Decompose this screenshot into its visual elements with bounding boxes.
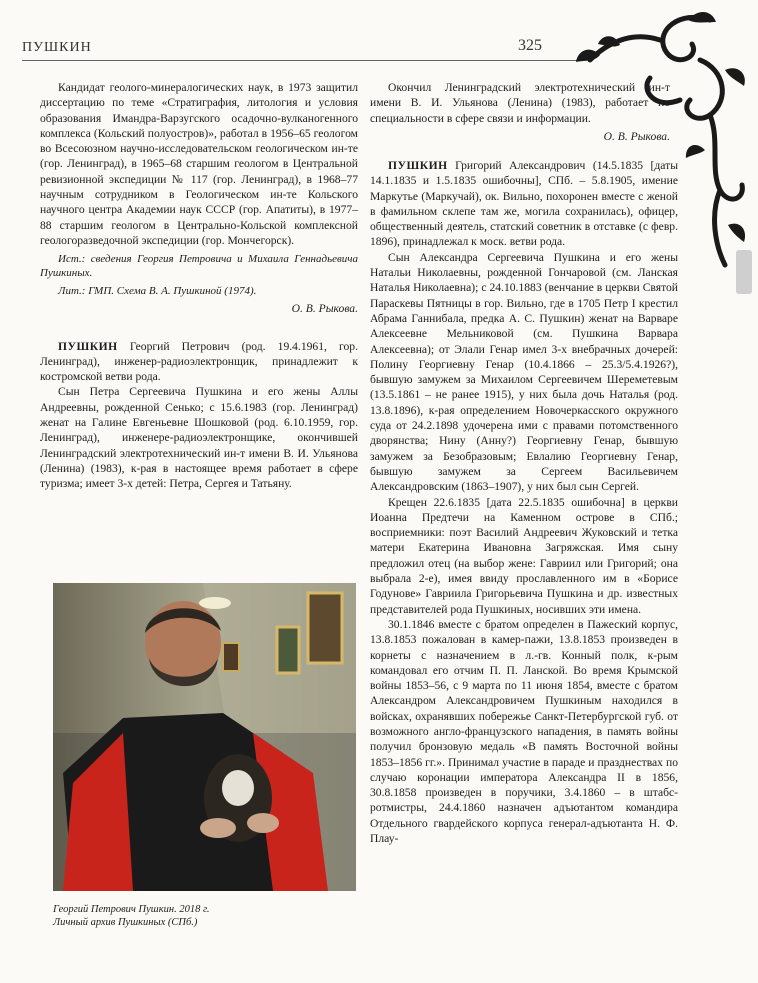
entry3-paragraph-baptism: Крещен 22.6.1835 [дата 22.5.1835 ошибочна] в церкви Иоанна Предтечи на Каменном острове в СПб.; восприемники: поэт Василий Андреевич Жуковский и тетка матери Екатерина Ивановна Загряжская. Имя сыну предложил отец (на выбор жене: Гавриил или Григорий; она выбрала 2-е), имея ввиду прославленного им в «Борисе Годунове» Гавриила Григорьевича Пушкина и др. известных представителей рода Пушкиных, носивших эти имена. xyxy=(370,495,678,616)
entry3-paragraph-service: 30.1.1846 вместе с братом определен в Пажеский корпус, 13.8.1853 пожалован в камер-пажи, 13.8.1853 произведен в корнеты с назначением в л.-гв. Конный полк, к-рым командовал его отчим П. П. Ланской. Во время Крымской войны 1853–56, с 9 марта по 11 июня 1854, вместе с братом Александром Александровичем Пушкиным находился в войсках, охранявших побережье Санкт-Петербургской губ. от возможного англо-французского нападения, в память войны получил бронзовую медаль «В память Восточной войны 1853–1856 гг.». Принимал участие в параде и празднествах по случаю коронации императора Александра II в 1856, 30.8.1858 произведен в поручики, 3.4.1860 – в штабс-ротмистры, 24.4.1860 назначен адъютантом командира Отдельного гвардейского корпуса генерал-адъютанта Н. Ф. Плау- xyxy=(370,617,678,846)
entry1-signature: О. В. Рыкова. xyxy=(291,302,358,316)
running-head: ПУШКИН xyxy=(22,40,92,55)
entry2-name: ПУШКИН xyxy=(58,339,118,353)
left-column xyxy=(40,80,358,492)
photo-caption-line1: Георгий Петрович Пушкин. 2018 г. xyxy=(53,904,210,915)
portrait-photo-image xyxy=(53,583,356,891)
right-column-top xyxy=(370,80,670,146)
entry3-heading xyxy=(370,158,678,250)
entry2-body: Сын Петра Сергеевича Пушкина и его жены Аллы Андреевны, рожденной Сенько; с 15.6.1983 (гор. Ленинград) женат на Галине Евгеньевне Шошковой (род. 6.10.1959, гор. Ленинград), инженере-радиоэлектронщике, окончившей Ленинградский электротехнический ин-т имени В. И. Ульянова (Ленина) (1983), к-рая в настоящее время работает в сфере туризма; имеет 3-х детей: Петра, Сергея и Татьяну. xyxy=(40,385,358,491)
portrait-photo xyxy=(53,583,356,891)
header-rule xyxy=(22,60,582,61)
entry2-heading xyxy=(40,339,358,385)
entry1-continuation: Кандидат геолого-минералогических наук, в 1973 защитил диссертацию по теме «Стратиграфия, литология и условия образования Имандра-Варзугского осадочно-вулканогенного комплекса (Кольский полуостров)», работал в 1956–65 геологом во Всесоюзном научно-исследовательском геологическом ин-те (гор. Ленинград), в 1965–68 старшим геологом в Центральной ревизионной экспедиции № 117 (гор. Ленинград), в 1968–77 научным сотрудником в Геологическом ин-те Кольского научного центра Академии наук СССР (гор. Апатиты), в 1977–88 старшим геологом в Центрально-Кольской комплексной геологоразведочной экспедиции (гор. Мончегорск). xyxy=(40,81,358,247)
right-column xyxy=(370,158,678,846)
entry2-head-text: Георгий Петрович (род. 19.4.1961, гор. Ленинград), инженер-радиоэлектронщик, принадлежит к костромской ветви рода. xyxy=(40,339,358,384)
photo-caption-line2: Личный архив Пушкиных (СПб.) xyxy=(53,917,198,928)
entry1-literature: Лит.: ГМП. Схема В. А. Пушкиной (1974). xyxy=(58,285,257,298)
entry1-source: Ист.: сведения Георгия Петровича и Михаила Геннадьевича Пушкиных. xyxy=(40,253,358,280)
entry3-name: ПУШКИН xyxy=(388,159,448,172)
page-number: 325 xyxy=(518,37,542,54)
entry3-paragraph-family: Сын Александра Сергеевича Пушкина и его жены Натальи Николаевны, рожденной Гончаровой (см. Ланская Наталья Николаевна); с 24.10.1883 (венчание в церкви Святой Параскевы Пятницы в гор. Вильно, где в 1705 Петр I крестил Абрама Ганнибала, предка А. С. Пушкин) женат на Варваре Алексеевне Мельниковой (см. Пушкина Варвара Алексеевна); от Элали Генар имел 3-х внебрачных дочерей: Полину Георгиевну Генар (10.4.1866 – 25.3/5.4.1926?), бывшую замужем за Михаилом Сергеевичем Шереметевым (13.5.1861 – не ранее 1915), у них была дочь Наталья (род. 13.8.1896), к-рая определением Новочеркасского окружного суда от 24.2.1898 удочерена ими с правами потомственного дворянства; Нину (Анну?) Георгиевну Генар, бывшую замужем за Безобразовым; Евлалию Георгиевну Генар, бывшую замужем за Сергеем Васильевичем Александровским (1863–1907), у них был сын Сергей. xyxy=(370,250,678,494)
entry2-continuation: Окончил Ленинградский электротехнический ин-т имени В. И. Ульянова (Ленина) (1983), работает по специальности в сфере связи и информации. xyxy=(370,81,670,125)
entry3-head-text: Григорий Александрович (14.5.1835 [даты 14.1.1835 и 1.5.1835 ошибочны], СПб. – 5.8.1905, имение Маркутье (Маркучай), ок. Вильно, похоронен вместе с женой в фамильном склепе там же, могила сохранилась), офицер, общественный деятель, статский советник в отставке (с февр. 1896), принадлежал к моск. ветви рода. xyxy=(370,159,678,249)
entry2-signature: О. В. Рыкова. xyxy=(603,129,670,143)
photo-caption xyxy=(53,903,353,929)
